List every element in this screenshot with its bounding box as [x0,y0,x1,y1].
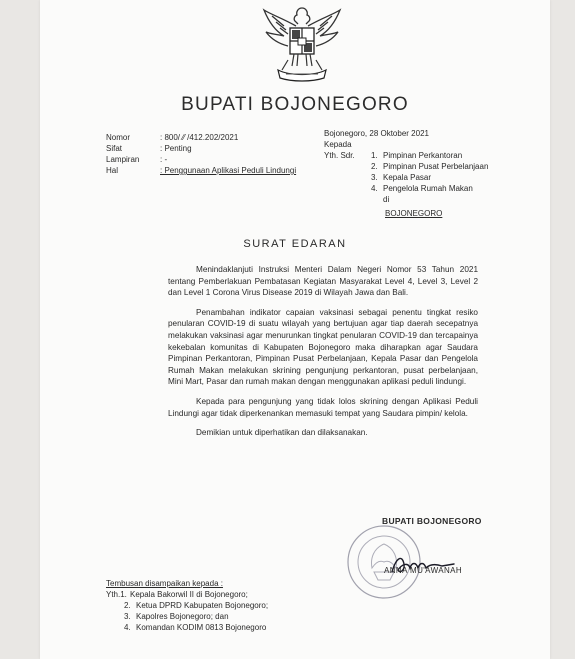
meta-value: : 800/ ⁄⁄ /412.202/2021 [160,133,239,142]
meta-label: Nomor [106,133,131,142]
meta-value-subject: : Penggunaan Aplikasi Peduli Lindungi [160,166,297,175]
meta-value: : - [160,155,168,164]
meta-label: Sifat [106,144,123,153]
copy-recipients [106,578,268,633]
handwritten-signature-icon [388,550,458,580]
body-paragraph: Menindaklanjuti Instruksi Menteri Dalam Negeri Nomor 53 Tahun 2021 tentang Pemberlakuan Pembatasan Kegiatan Masyarakat Level 4, Level 3, Level 2 dan Level 1 Corona Virus Disease 2019 di Wilayah Jawa dan Bali. [168,265,478,298]
cc-item: 3. Kapolres Bojonegoro; dan [124,612,229,621]
recipient-item: 2. Pimpinan Pusat Perbelanjaan [371,162,489,171]
recipient-item: 3. Kepala Pasar [371,173,432,182]
cc-item: 2. Ketua DPRD Kabupaten Bojonegoro; [124,601,269,610]
recipient-block [324,128,488,219]
signature-block [344,516,524,616]
letter-page [40,0,550,659]
meta-label: Lampiran [106,155,140,164]
recipient-item: 4. Pengelola Rumah Makan [371,184,473,193]
letter-date: Bojonegoro, 28 Oktober 2021 [324,129,429,138]
cc-item: Yth.1. Kepala Bakorwil II di Bojonegoro; [106,590,248,599]
cc-item: 4. Komandan KODIM 0813 Bojonegoro [124,623,267,632]
body-paragraph: Demikian untuk diperhatikan dan dilaksanakan. [196,428,368,438]
kepada-label: Kepada [324,140,352,149]
letterhead-title: BUPATI BOJONEGORO [181,94,409,115]
yth-label: Yth. Sdr. [324,151,355,160]
body-paragraph: Penambahan indikator capaian vaksinasi sebagai penentu tingkat resiko penularan COVID-19 di suatu wilayah yang bertujuan agar tiap daerah secepatnya melakukan vaksinasi agar menurunkan tingkat penularan COVID-19 dan tercapainya kekebalan komunitas di Kabupaten Bojonegoro maka diharapkan agar Saudara Pimpinan Perkantoran, Pimpinan Pusat Perbelanjaan, Kepala Pasar dan Pengelola Rumah Makan melakukan skrining pengunjung perkantoran, pusat perbelanjaan, Mini Mart, Pasar dan rumah makan dengan menggunakan aplikasi peduli lindungi. [168,307,478,387]
garuda-emblem-icon [262,4,342,92]
body-paragraph: Kepada para pengunjung yang tidak lolos skrining dengan Aplikasi Peduli Lindungi agar tidak diperkenankan memasuki tempat yang Saudara pimpin/ kelola. [168,396,478,418]
letter-title: SURAT EDARAN [243,238,347,250]
signatory-name: ANNA MU'AWANAH [384,566,463,575]
destination-city: BOJONEGORO [385,209,443,218]
meta-row-nomor [106,132,296,143]
recipient-item: 1. Pimpinan Perkantoran [371,151,463,160]
signatory-title: BUPATI BOJONEGORO [382,516,482,526]
recipient-list [324,150,488,194]
letter-meta [106,132,296,176]
di-label: di [383,195,390,204]
meta-value: : Penting [160,144,192,153]
meta-row-lampiran [106,154,296,165]
cc-heading: Tembusan disampaikan kepada : [106,579,223,588]
meta-row-sifat [106,143,296,154]
letter-body [168,264,478,447]
meta-label: Hal [106,166,119,175]
meta-row-hal [106,165,296,176]
